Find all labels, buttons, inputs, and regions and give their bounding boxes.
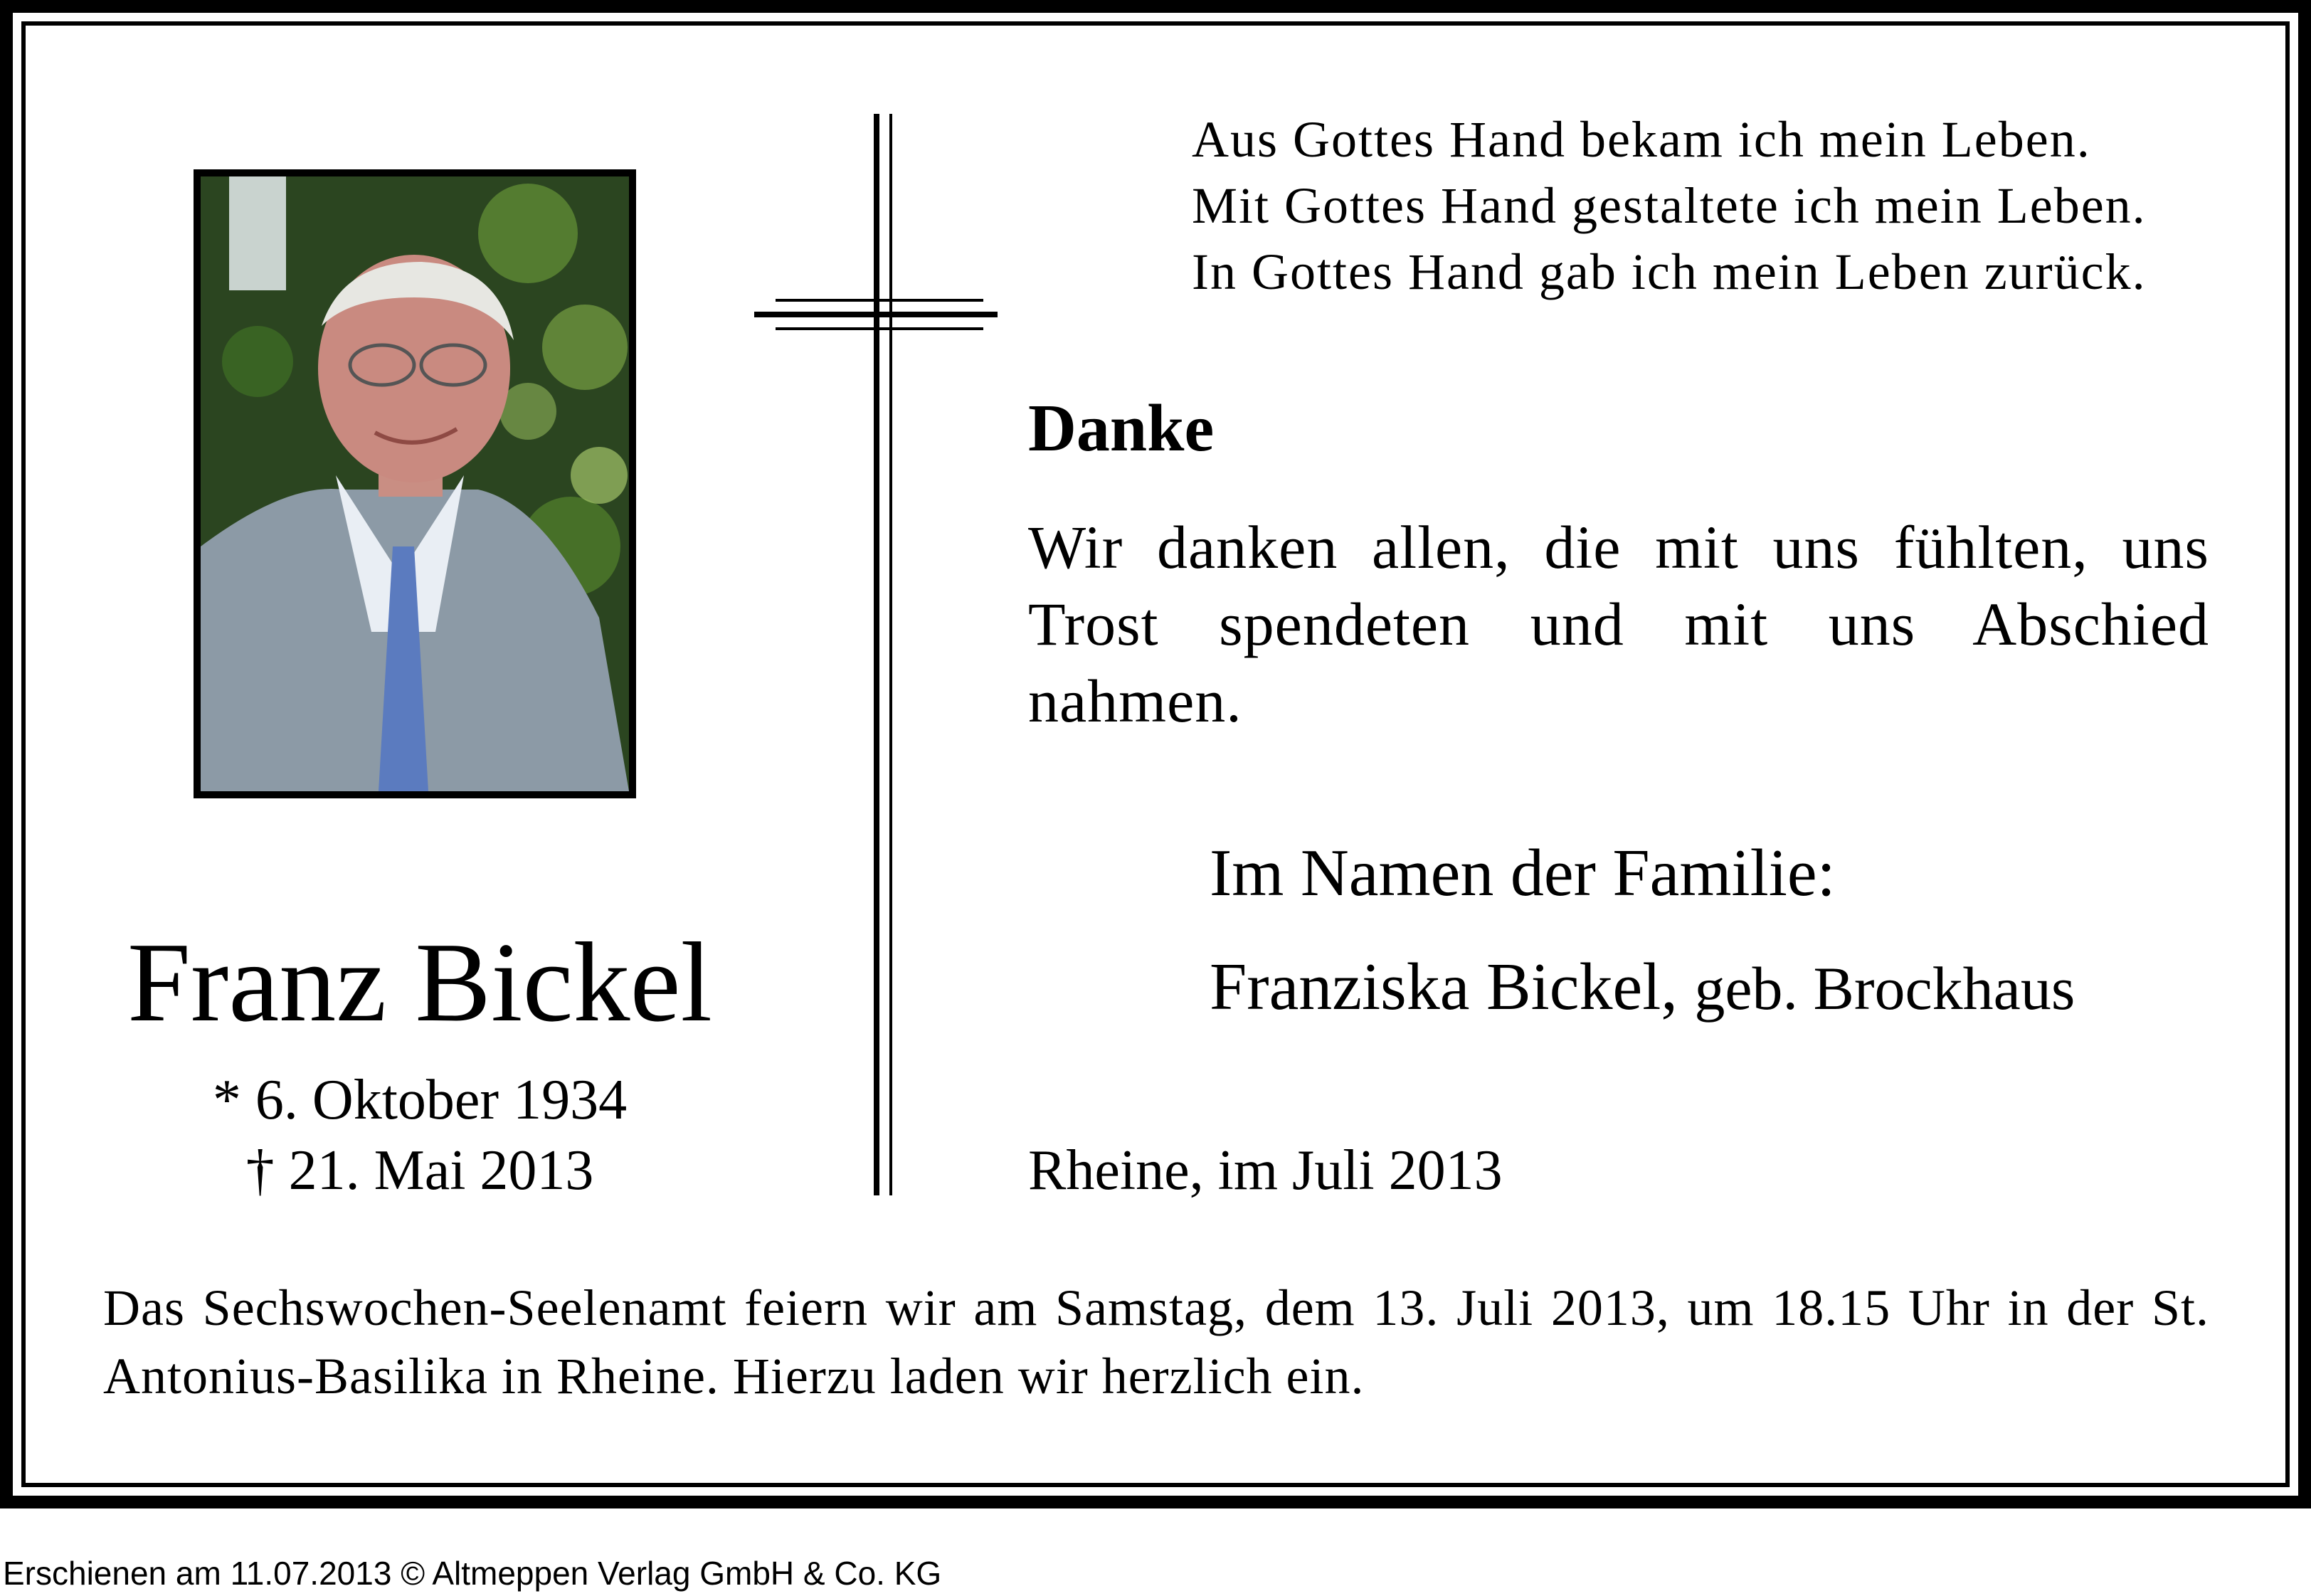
family-signature: [1210, 950, 2206, 1024]
thanks-body: Wir danken allen, die mit uns fühlten, uns Trost spendeten und mit uns Abschied nahmen.: [1028, 513, 2209, 735]
family-name: Franziska Bickel,: [1210, 950, 1678, 1024]
verse-line: In Gottes Hand gab ich mein Leben zurück.: [1192, 243, 2147, 300]
place-date: Rheine, im Juli 2013: [1028, 1139, 1503, 1202]
family-birth-name: geb. Brockhaus: [1694, 954, 2075, 1022]
portrait-frame: [194, 169, 636, 798]
death-date: † 21. Mai 2013: [245, 1139, 594, 1202]
requiem-notice: Das Sechswochen-Seelenamt feiern wir am Samstag, dem 13. Juli 2013, um 18.15 Uhr in der St. Antonius-Basilika in Rheine. Hierzu laden wir herzlich ein.: [103, 1279, 2209, 1405]
verse-line: Aus Gottes Hand bekam ich mein Leben.: [1192, 111, 2091, 168]
family-intro: Im Namen der Familie:: [1210, 836, 1836, 910]
birth-date: * 6. Oktober 1934: [212, 1069, 628, 1131]
thanks-heading: Danke: [1028, 391, 1215, 465]
cross-icon: [754, 114, 1017, 1195]
portrait-photo: [201, 176, 629, 791]
deceased-name: Franz Bickel: [127, 919, 712, 1045]
verse-line: Mit Gottes Hand gestaltete ich mein Leben.: [1192, 177, 2147, 234]
verse: [1192, 107, 2216, 305]
publication-footer: Erschienen am 11.07.2013 © Altmeppen Verlag GmbH & Co. KG: [3, 1555, 942, 1592]
